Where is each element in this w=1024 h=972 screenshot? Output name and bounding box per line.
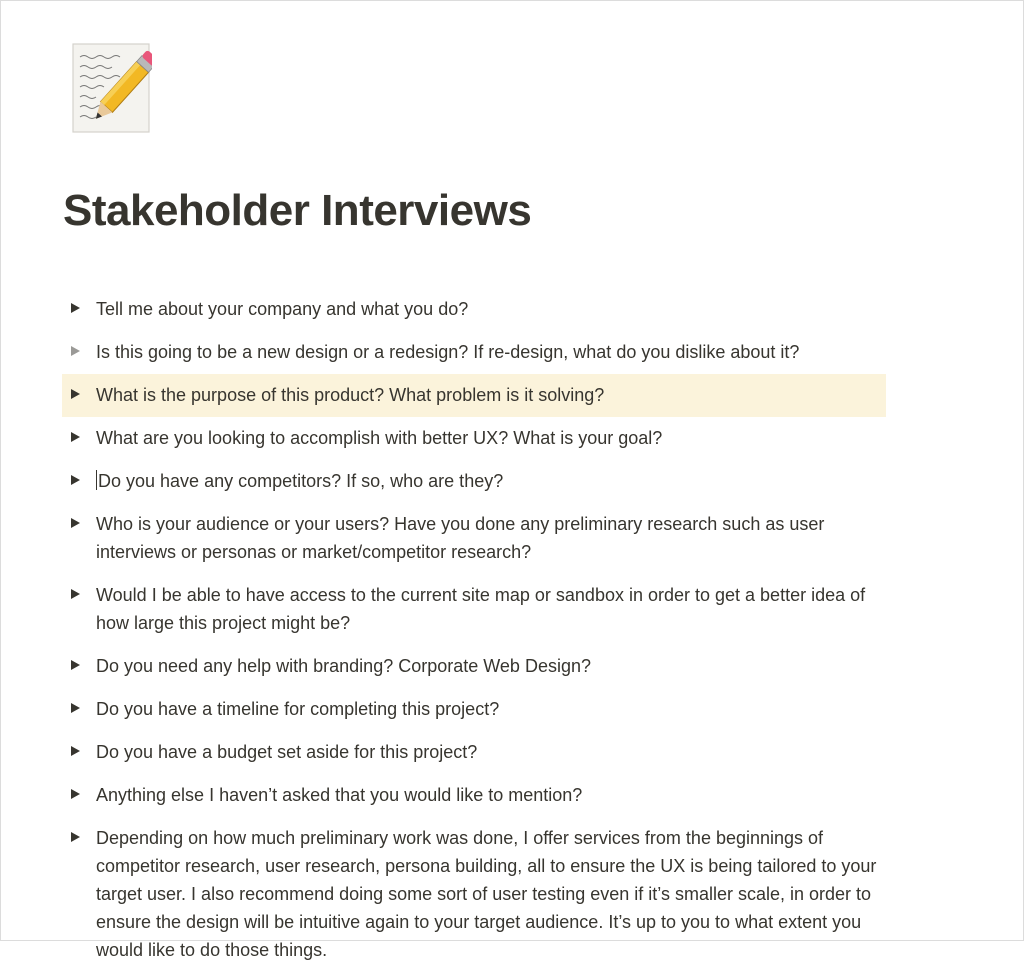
- page-title[interactable]: Stakeholder Interviews: [63, 186, 532, 235]
- toggle-text[interactable]: Would I be able to have access to the current site map or sandbox in order to get a better idea of how large this project might be?: [96, 585, 866, 633]
- toggle-text[interactable]: Is this going to be a new design or a redesign? If re-design, what do you dislike about it?: [96, 342, 800, 362]
- toggle-text[interactable]: What is the purpose of this product? What problem is it solving?: [96, 385, 605, 405]
- toggle-text[interactable]: Who is your audience or your users? Have you done any preliminary research such as user interviews or personas or market/competitor research?: [96, 514, 825, 562]
- toggle-arrow-icon[interactable]: [71, 660, 80, 670]
- toggle-arrow-icon[interactable]: [71, 832, 80, 842]
- toggle-arrow-icon[interactable]: [71, 746, 80, 756]
- toggle-item[interactable]: [62, 688, 886, 731]
- toggle-text[interactable]: Anything else I haven’t asked that you would like to mention?: [96, 785, 583, 805]
- toggle-text[interactable]: What are you looking to accomplish with better UX? What is your goal?: [96, 428, 663, 448]
- toggle-arrow-icon[interactable]: [71, 589, 80, 599]
- toggle-item-highlighted[interactable]: [62, 374, 886, 417]
- toggle-item[interactable]: [62, 645, 886, 688]
- toggle-arrow-icon[interactable]: [71, 346, 80, 356]
- text-cursor: [96, 470, 97, 490]
- toggle-text[interactable]: Tell me about your company and what you do?: [96, 299, 469, 319]
- toggle-arrow-icon[interactable]: [71, 703, 80, 713]
- memo-pencil-icon[interactable]: [72, 43, 152, 135]
- toggle-item[interactable]: [62, 574, 886, 645]
- toggle-arrow-icon[interactable]: [71, 518, 80, 528]
- toggle-item[interactable]: [62, 817, 886, 972]
- toggle-arrow-icon[interactable]: [71, 303, 80, 313]
- toggle-arrow-icon[interactable]: [71, 789, 80, 799]
- toggle-text[interactable]: Depending on how much preliminary work was done, I offer services from the beginnings of competitor research, user research, persona building, all to ensure the UX is being tailored to your target user. I also recommend doing some sort of user testing even if it’s smaller scale, in order to ensure the design will be intuitive again to your target audience. It’s up to you to what extent you would like to do those things.: [96, 828, 877, 960]
- toggle-text[interactable]: Do you have any competitors? If so, who are they?: [98, 471, 504, 491]
- toggle-item[interactable]: [62, 288, 886, 331]
- toggle-item[interactable]: [62, 460, 886, 503]
- toggle-item[interactable]: [62, 417, 886, 460]
- toggle-arrow-icon[interactable]: [71, 389, 80, 399]
- toggle-text[interactable]: Do you have a timeline for completing this project?: [96, 699, 500, 719]
- toggle-text[interactable]: Do you have a budget set aside for this project?: [96, 742, 478, 762]
- toggle-item[interactable]: [62, 331, 886, 374]
- toggle-list: [62, 288, 886, 972]
- toggle-item[interactable]: [62, 503, 886, 574]
- toggle-item[interactable]: [62, 731, 886, 774]
- toggle-arrow-icon[interactable]: [71, 432, 80, 442]
- toggle-arrow-icon[interactable]: [71, 475, 80, 485]
- toggle-item[interactable]: [62, 774, 886, 817]
- toggle-text[interactable]: Do you need any help with branding? Corporate Web Design?: [96, 656, 591, 676]
